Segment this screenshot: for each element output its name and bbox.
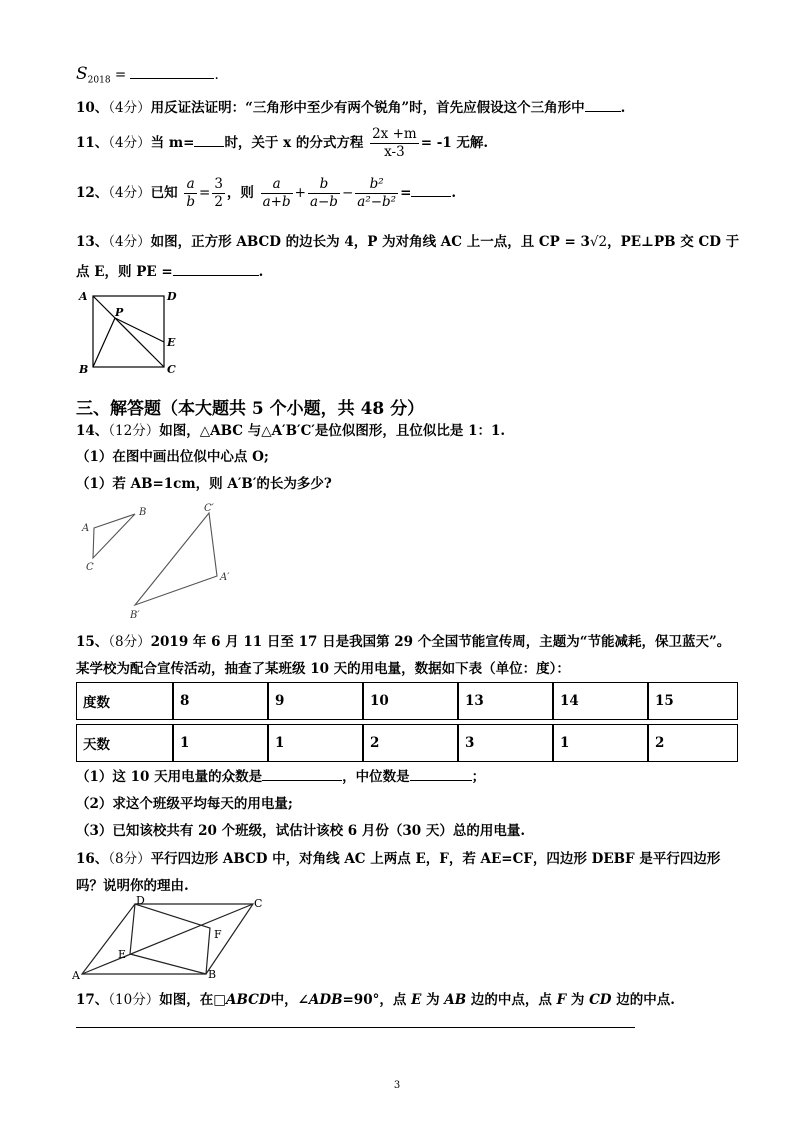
answer-blank[interactable] bbox=[194, 132, 224, 147]
question-text: 时，关于 x 的分式方程 bbox=[224, 135, 364, 151]
question-10: 10、（4分）用反证法证明：“三角形中至少有两个锐角”时，首先应假设这个三角形中 . bbox=[76, 96, 625, 116]
sum-symbol: S bbox=[76, 64, 88, 84]
question-number: 15、 bbox=[76, 634, 109, 650]
question-number: 10、 bbox=[76, 100, 109, 116]
question-12: 12、（4分）已知 $\frac{a}{b}$ = $\frac{3}{2}$ ，则 $\frac{a}{a+b}$ + $\frac{b}{a-b}$ − $\frac{\text{b²}}{\text{a²−b²}}$ = . bbox=[76, 176, 457, 210]
similar-triangles-figure bbox=[76, 500, 246, 622]
sqrt-two: √2 bbox=[589, 234, 608, 250]
label-b: B bbox=[208, 968, 217, 980]
question-score: （8分） bbox=[108, 634, 151, 650]
diagonal-ac bbox=[93, 296, 164, 367]
question-score: （4分） bbox=[108, 135, 151, 151]
row-label-days: 天数 bbox=[76, 724, 173, 762]
fraction-term-2: $\frac{b}{a-b}$ bbox=[309, 176, 338, 210]
label-a: A bbox=[72, 969, 80, 980]
question-16 bbox=[76, 847, 720, 867]
label-c-prime: C′ bbox=[204, 503, 214, 514]
label-c: C bbox=[254, 897, 263, 910]
question-text: = -1 无解. bbox=[420, 135, 489, 151]
sum-subscript: 2018 bbox=[87, 75, 111, 86]
table-row bbox=[76, 682, 738, 720]
question-text: 用反证法证明：“三角形中至少有两个锐角”时，首先应假设这个三角形中 bbox=[150, 100, 585, 116]
table-cell: 13 bbox=[458, 682, 553, 720]
question-text: 如图，△ABC 与△A′B′C′是位似图形，且位似比是 1：1. bbox=[159, 423, 506, 439]
question-text: 点 E，则 PE = bbox=[76, 264, 173, 280]
question-15-part-1: （1）这 10 天用电量的众数是 ，中位数是 ； bbox=[76, 765, 485, 785]
equals-sign: = bbox=[114, 67, 127, 83]
segment-pe bbox=[115, 318, 164, 342]
question-14-part-1: （1）在图中画出位似中心点 O; bbox=[76, 449, 269, 465]
horizontal-rule bbox=[76, 1027, 635, 1028]
table-cell: 14 bbox=[553, 682, 648, 720]
question-14-part-2: （1）若 AB=1cm，则 A′B′的长为多少? bbox=[76, 476, 332, 492]
answer-blank[interactable] bbox=[173, 261, 259, 276]
label-a-prime: A′ bbox=[220, 572, 230, 583]
median-answer-blank[interactable] bbox=[410, 766, 472, 781]
fraction-term-1: $\frac{a}{a+b}$ bbox=[262, 176, 291, 210]
label-b: B bbox=[79, 363, 89, 376]
question-score: （10分） bbox=[108, 992, 160, 1008]
question-score: （4分） bbox=[108, 100, 151, 116]
question-16-line-2: 吗？说明你的理由. bbox=[76, 878, 189, 894]
table-row bbox=[76, 724, 738, 762]
answer-blank[interactable] bbox=[130, 64, 214, 79]
triangle-a2b2c2 bbox=[135, 513, 217, 605]
question-score: （4分） bbox=[108, 185, 151, 201]
table-cell: 8 bbox=[173, 682, 268, 720]
question-score: （4分） bbox=[108, 234, 151, 250]
question-15-line-2: 某学校为配合宣传活动，抽查了某班级 10 天的用电量，数据如下表（单位：度）： bbox=[76, 661, 570, 677]
label-c: C bbox=[167, 363, 176, 376]
question-text: 当 m= bbox=[150, 135, 195, 151]
label-b: B bbox=[139, 507, 147, 518]
question-number: 12、 bbox=[76, 185, 109, 201]
quadrilateral-debf bbox=[130, 904, 210, 974]
section-title: 三、解答题（本大题共 5 个小题，共 48 分） bbox=[76, 399, 425, 419]
label-a: A bbox=[79, 290, 88, 303]
question-13 bbox=[76, 230, 739, 250]
mode-answer-blank[interactable] bbox=[262, 766, 342, 781]
fraction-term-3: $\frac{\text{b²}}{\text{a²−b²}}$ bbox=[357, 176, 397, 210]
question-score: （12分） bbox=[108, 423, 160, 439]
fraction: $\frac{2x +m}{x-3}$ bbox=[372, 126, 417, 160]
answer-blank[interactable] bbox=[411, 182, 451, 197]
table-cell: 9 bbox=[268, 682, 363, 720]
table-cell: 2 bbox=[363, 724, 458, 762]
table-cell: 2 bbox=[648, 724, 738, 762]
question-number: 13、 bbox=[76, 234, 109, 250]
question-15-part-2: （2）求这个班级平均每天的用电量; bbox=[76, 796, 293, 812]
table-cell: 1 bbox=[173, 724, 268, 762]
table-cell: 1 bbox=[553, 724, 648, 762]
question-text: ，PE⊥PB 交 CD 于 bbox=[607, 234, 740, 250]
question-number: 16、 bbox=[76, 851, 109, 867]
question-number: 14、 bbox=[76, 423, 109, 439]
parallelogram-symbol: □ bbox=[213, 992, 226, 1008]
question-text: 2019 年 6 月 11 日至 17 日是我国第 29 个全国节能宣传周，主题为“节能减耗，保卫蓝天”。 bbox=[150, 634, 731, 650]
q9-sum-line: $S_{2018}$ = . bbox=[76, 64, 219, 86]
fraction-a-over-b: $\frac{a}{b}$ bbox=[186, 176, 195, 210]
page-number: 3 bbox=[393, 1080, 401, 1091]
question-number: 11、 bbox=[76, 135, 109, 151]
table-cell: 10 bbox=[363, 682, 458, 720]
label-d: D bbox=[167, 290, 177, 303]
label-a: A bbox=[82, 523, 90, 534]
question-text: 平行四边形 ABCD 中，对角线 AC 上两点 E，F，若 AE=CF，四边形 DEBF 是平行四边形 bbox=[150, 851, 721, 867]
label-e: E bbox=[118, 948, 127, 961]
label-c: C bbox=[86, 562, 94, 573]
question-14 bbox=[76, 419, 505, 439]
question-13-line-2: 点 E，则 PE = . bbox=[76, 260, 263, 280]
segment-pb bbox=[93, 318, 115, 367]
parallelogram-figure bbox=[70, 894, 270, 980]
question-17: 17、（10分）如图，在□ABCD中，∠ADB=90°，点 E 为 AB 边的中点，点 F 为 CD 边的中点. bbox=[76, 992, 675, 1008]
table-cell: 1 bbox=[268, 724, 363, 762]
question-15-part-3: （3）已知该校共有 20 个班级，试估计该校 6 月份（30 天）总的用电量. bbox=[76, 823, 526, 839]
label-p: P bbox=[115, 306, 124, 319]
answer-blank[interactable] bbox=[585, 97, 621, 112]
label-f: F bbox=[214, 928, 222, 941]
table-cell: 15 bbox=[648, 682, 738, 720]
table-cell: 3 bbox=[458, 724, 553, 762]
label-b-prime: B′ bbox=[130, 610, 140, 621]
label-d: D bbox=[136, 894, 145, 907]
label-e: E bbox=[167, 336, 176, 349]
question-score: （8分） bbox=[108, 851, 151, 867]
question-number: 17、 bbox=[76, 992, 109, 1008]
electricity-table bbox=[76, 682, 738, 762]
question-15 bbox=[76, 630, 730, 650]
square-figure bbox=[74, 286, 184, 376]
triangle-abc bbox=[93, 514, 135, 558]
question-11 bbox=[76, 126, 488, 161]
row-label-degrees: 度数 bbox=[76, 682, 173, 720]
fraction-3-over-2: $\frac{3}{2}$ bbox=[214, 176, 223, 210]
question-text: 如图，正方形 ABCD 的边长为 4，P 为对角线 AC 上一点，且 CP = 3 bbox=[150, 234, 590, 250]
